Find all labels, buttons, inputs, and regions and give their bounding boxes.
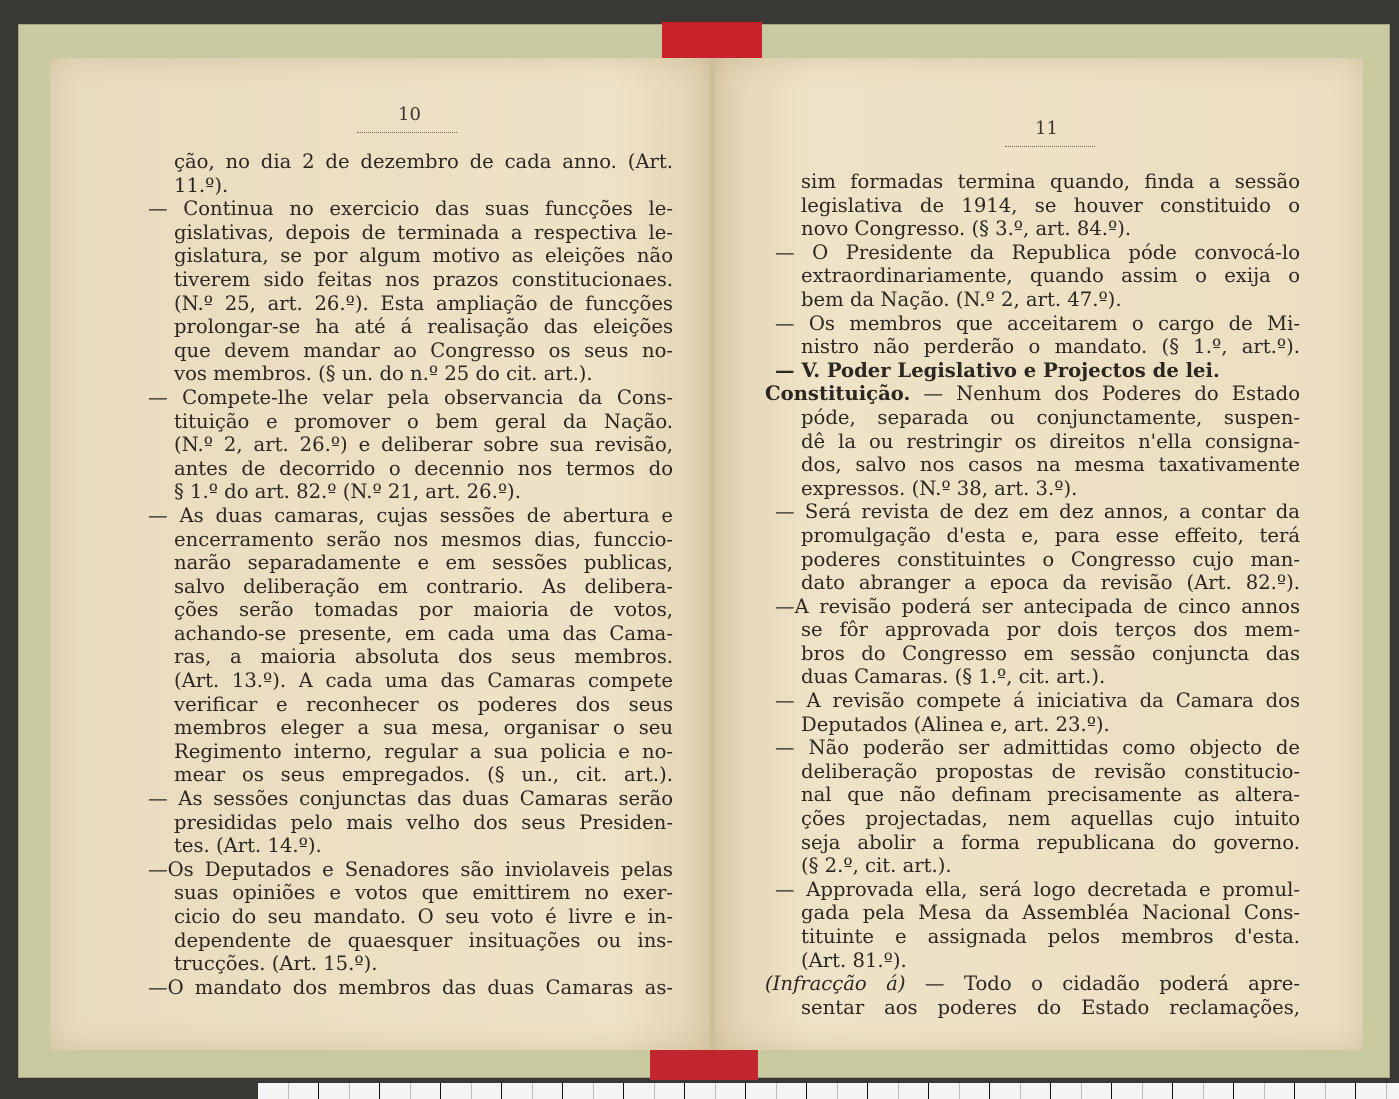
text-line: gislativas, depois de terminada a respectiva le-: [174, 220, 673, 244]
text-line: — O Presidente da Republica póde convocá-lo: [775, 240, 1300, 264]
text-line: bem da Nação. (N.º 2, art. 47.º).: [801, 287, 1122, 311]
text-line: dê la ou restringir os direitos n'ella consigna-: [801, 429, 1300, 453]
header-rule: [357, 132, 457, 133]
text-line: deliberação propostas de revisão constitucio-: [801, 759, 1300, 783]
text-line: dos, salvo nos casos na mesma taxativamente: [801, 453, 1300, 477]
text-line: tiverem sido feitas nos prazos constitucionaes.: [174, 267, 673, 291]
text-line: expressos. (N.º 38, art. 3.º).: [801, 476, 1078, 500]
right-page: [715, 58, 1363, 1050]
text-line: sim formadas termina quando, finda a sessão: [801, 170, 1300, 193]
text-line: —Os Deputados e Senadores são inviolaveis pelas: [148, 857, 673, 881]
text-line: tituição e promover o bem geral da Nação.: [174, 409, 673, 433]
text-line: encerramento serão nos mesmos dias, funccio-: [174, 527, 673, 551]
text-line: dato abranger a epoca da revisão (Art. 82.º).: [801, 571, 1300, 595]
text-line: (Art. 13.º). A cada uma das Camaras compete: [174, 669, 673, 693]
text-line: que devem mandar ao Congresso os seus no-: [174, 338, 673, 362]
text-line: tituinte e assignada pelos membros d'esta.: [801, 925, 1300, 948]
text-line: promulgação d'esta e, para esse effeito, terá: [801, 523, 1300, 547]
text-line: (N.º 25, art. 26.º). Esta ampliação de funcções: [174, 291, 673, 315]
text-line: — Será revista de dez em dez annos, a contar da: [775, 500, 1300, 524]
text-line: se fôr approvada por dois terços dos mem-: [801, 618, 1300, 642]
text-line: § 1.º do art. 82.º (N.º 21, art. 26.º).: [174, 480, 521, 504]
scale-ruler: [258, 1083, 1399, 1099]
text-line: nistro não perderão o mandato. (§ 1.º, art.º).: [801, 335, 1300, 359]
page-text: [765, 170, 1300, 1019]
text-line: extraordinariamente, quando assim o exija o: [801, 264, 1300, 288]
text-line: duas Camaras. (§ 1.º, cit. art.).: [801, 665, 1106, 689]
spine-ribbon-top: [662, 22, 762, 62]
text-line: cicio do seu mandato. O seu voto é livre e in-: [174, 905, 673, 928]
text-line: Constituição. — Nenhum dos Poderes do Estado: [765, 382, 1300, 406]
text-line: verificar e reconhecer os poderes dos seus: [174, 692, 673, 716]
text-line: — Não poderão ser admittidas como objecto de: [775, 736, 1300, 760]
text-line: (Infracção á) — Todo o cidadão poderá apre-: [765, 972, 1300, 996]
text-line: poderes constituintes o Congresso cujo man-: [801, 547, 1300, 571]
text-line: ção, no dia 2 de dezembro de cada anno. (Art.: [174, 150, 673, 173]
text-line: sentar aos poderes do Estado reclamações,: [801, 995, 1300, 1019]
page-number: 11: [1035, 118, 1058, 139]
text-line: legislativa de 1914, se houver constituido o: [801, 193, 1300, 217]
text-line: Regimento interno, regular a sua policia e no-: [174, 739, 673, 763]
text-line: ras, a maioria absoluta dos seus membros.: [174, 645, 673, 669]
text-line: (N.º 2, art. 26.º) e deliberar sobre sua revisão,: [174, 433, 673, 457]
text-line: — Continua no exercicio das suas funcções le-: [148, 197, 673, 221]
text-line: prolongar-se ha até á realisação das eleições: [174, 315, 673, 339]
text-line: narão separadamente e em sessões publicas,: [174, 551, 673, 575]
text-line: (§ 2.º, cit. art.).: [801, 854, 952, 878]
text-line: presididas pelo mais velho dos seus Presiden-: [174, 810, 673, 834]
text-line: tes. (Art. 14.º).: [174, 834, 322, 858]
text-line: — Approvada ella, será logo decretada e promul-: [775, 877, 1300, 901]
header-rule: [1005, 146, 1095, 147]
text-line: (Art. 81.º).: [801, 948, 907, 972]
text-line: achando-se presente, em cada uma das Cama-: [174, 621, 673, 645]
text-line: ções projectadas, nem aquellas cujo intuito: [801, 807, 1300, 831]
text-line: vos membros. (§ un. do n.º 25 do cit. art.).: [174, 362, 593, 386]
text-line: novo Congresso. (§ 3.º, art. 84.º).: [801, 217, 1132, 241]
text-line: antes de decorrido o decennio nos termos do: [174, 456, 673, 480]
text-line: — Compete-lhe velar pela observancia da Cons-: [148, 385, 673, 409]
text-line: —O mandato dos membros das duas Camaras as-: [148, 975, 673, 999]
text-line: mear os seus empregados. (§ un., cit. art.).: [174, 763, 673, 787]
text-line: póde, separada ou conjunctamente, suspen-: [801, 405, 1300, 429]
text-line: seja abolir a forma republicana do governo.: [801, 830, 1300, 854]
page-text: [148, 150, 673, 999]
text-line: nal que não definam precisamente as altera-: [801, 783, 1300, 807]
text-line: — As duas camaras, cujas sessões de abertura e: [148, 503, 673, 527]
left-page: [50, 58, 712, 1050]
text-line: trucções. (Art. 15.º).: [174, 952, 378, 976]
text-line: — Os membros que acceitarem o cargo de Mi-: [775, 311, 1300, 335]
text-line: 11.º).: [174, 173, 229, 197]
text-line: gislatura, se por algum motivo as eleições não: [174, 244, 673, 268]
page-number: 10: [398, 104, 421, 125]
text-line: salvo deliberação em contrario. As delibera-: [174, 574, 673, 598]
text-line: ções serão tomadas por maioria de votos,: [174, 598, 673, 622]
text-line: — As sessões conjunctas das duas Camaras serão: [148, 787, 673, 811]
text-line: membros eleger a sua mesa, organisar o seu: [174, 716, 673, 740]
text-line: dependente de quaesquer insituações ou ins-: [174, 928, 673, 952]
text-line: Deputados (Alinea e, art. 23.º).: [801, 712, 1110, 736]
text-line: suas opiniões e votos que emittirem no exer-: [174, 881, 673, 905]
text-line: — A revisão compete á iniciativa da Camara dos: [775, 689, 1300, 713]
text-line: — V. Poder Legislativo e Projectos de lei.: [775, 358, 1220, 382]
text-line: —A revisão poderá ser antecipada de cinco annos: [775, 594, 1300, 618]
text-line: gada pela Mesa da Assembléa Nacional Cons-: [801, 901, 1300, 925]
text-line: bros do Congresso em sessão conjuncta das: [801, 641, 1300, 665]
